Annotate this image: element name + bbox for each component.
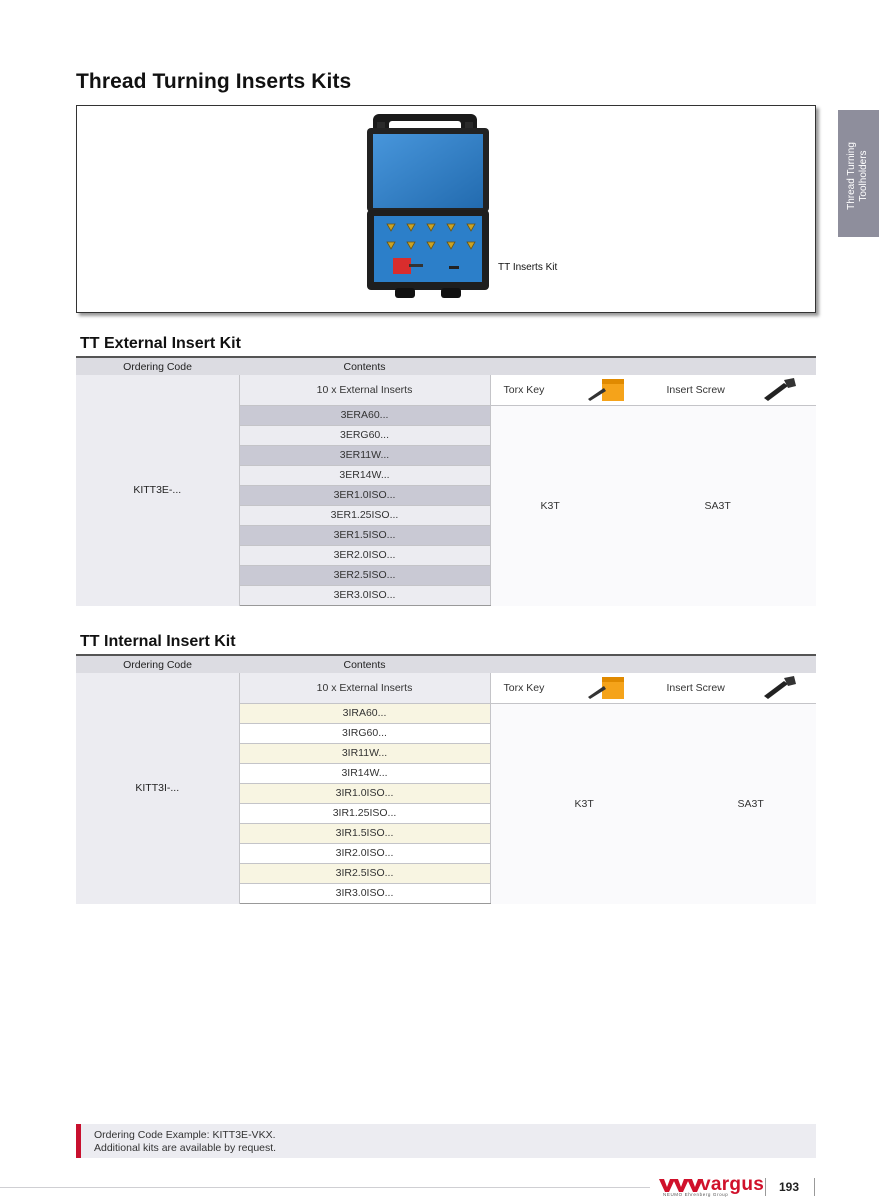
list-item: 3ERA60... — [239, 405, 490, 425]
vargus-logo-text: vargus — [700, 1174, 765, 1195]
list-item: 3ER1.0ISO... — [239, 485, 490, 505]
list-item: 3IRG60... — [239, 723, 490, 743]
inserts-count-label: 10 x External Inserts — [239, 375, 490, 405]
product-image-frame — [76, 105, 816, 313]
header-contents: Contents — [239, 655, 490, 673]
torx-key-value: K3T — [574, 797, 594, 810]
footer-divider — [765, 1178, 766, 1196]
insert-screw-icon — [762, 378, 798, 402]
inserts-kit-case-image — [77, 106, 817, 314]
list-item: 3ER2.0ISO... — [239, 545, 490, 565]
footer-rule — [0, 1187, 650, 1188]
internal-kit-table — [76, 654, 816, 904]
list-item: 3IR2.5ISO... — [239, 863, 490, 883]
table-header-row — [76, 357, 816, 375]
list-item: 3IR2.0ISO... — [239, 843, 490, 863]
list-item: 3ERG60... — [239, 425, 490, 445]
insert-screw-value: SA3T — [737, 797, 764, 810]
note-line-1: Ordering Code Example: KITT3E-VKX. — [94, 1129, 276, 1141]
list-item: 3IR1.5ISO... — [239, 823, 490, 843]
list-item: 3IR1.0ISO... — [239, 783, 490, 803]
ordering-note — [76, 1124, 816, 1158]
list-item: 3ER14W... — [239, 465, 490, 485]
header-blank — [490, 357, 816, 375]
list-item: 3IR3.0ISO... — [239, 883, 490, 903]
list-item: 3ER11W... — [239, 445, 490, 465]
list-item: 3IR14W... — [239, 763, 490, 783]
ordering-code-cell: KITT3I-... — [76, 673, 239, 904]
torx-key-icon — [588, 675, 626, 701]
vargus-logo-subtext: NEUMO Ehrenberg Group — [663, 1192, 729, 1197]
footer-divider-right — [814, 1178, 815, 1196]
inserts-count-label: 10 x External Inserts — [239, 673, 490, 703]
note-accent-bar — [76, 1124, 81, 1158]
vargus-logo[interactable] — [659, 1174, 765, 1199]
insert-screw-value: SA3T — [704, 499, 731, 512]
header-contents: Contents — [239, 357, 490, 375]
tools-header — [490, 375, 816, 405]
side-tab-label: Thread Turning Toolholders — [846, 142, 869, 210]
list-item: 3ER1.5ISO... — [239, 525, 490, 545]
list-item: 3ER1.25ISO... — [239, 505, 490, 525]
torx-key-label: Torx Key — [503, 384, 545, 396]
internal-kit-title: TT Internal Insert Kit — [80, 633, 236, 650]
list-item: 3IRA60... — [239, 703, 490, 723]
header-ordering-code: Ordering Code — [76, 357, 239, 375]
list-item: 3IR11W... — [239, 743, 490, 763]
side-section-tab[interactable] — [838, 110, 879, 237]
insert-screw-label: Insert Screw — [666, 384, 725, 396]
torx-key-icon — [588, 377, 626, 403]
insert-screw-label: Insert Screw — [666, 682, 725, 694]
tools-header — [490, 673, 816, 703]
list-item: 3ER2.5ISO... — [239, 565, 490, 585]
ordering-code-cell: KITT3E-... — [76, 375, 239, 606]
list-item: 3IR1.25ISO... — [239, 803, 490, 823]
tools-values-cell — [490, 405, 816, 606]
header-blank — [490, 655, 816, 673]
torx-key-value: K3T — [540, 499, 560, 512]
list-item: 3ER3.0ISO... — [239, 585, 490, 605]
torx-key-label: Torx Key — [503, 682, 545, 694]
page-title: Thread Turning Inserts Kits — [76, 70, 352, 93]
insert-screw-icon — [762, 676, 798, 700]
external-kit-title: TT External Insert Kit — [80, 335, 241, 352]
table-header-row — [76, 655, 816, 673]
note-line-2: Additional kits are available by request. — [94, 1142, 277, 1154]
tools-values-cell — [490, 703, 816, 904]
header-ordering-code: Ordering Code — [76, 655, 239, 673]
external-kit-table — [76, 356, 816, 606]
image-caption: TT Inserts Kit — [498, 262, 558, 273]
page-number: 193 — [779, 1180, 800, 1194]
